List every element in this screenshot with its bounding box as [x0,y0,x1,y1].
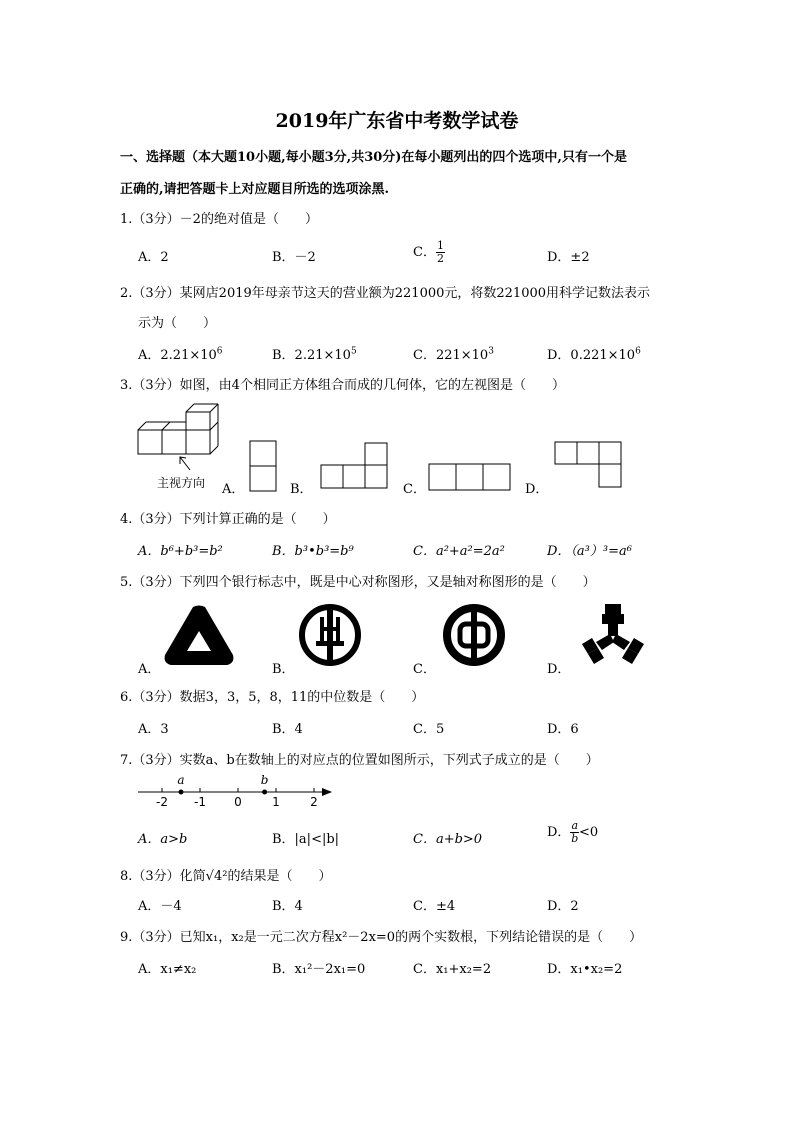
q1-stem: 1.（3分）－2的绝对值是（ ） [120,212,318,227]
q7-stem: 7.（3分）实数a、b在数轴上的对应点的位置如图所示，下列式子成立的是（ ） [120,753,599,768]
q9-option-a: A．x₁≠x₂ [138,962,197,977]
q1-option-c: C． $\frac{1}{2}$ [413,239,444,265]
q7-number-line [136,772,336,812]
q5-stem: 5.（3分）下列四个银行标志中，既是中心对称图形，又是轴对称图形的是（ ） [120,575,596,590]
q8-option-c: C．±4 [413,899,456,914]
q3-option-a-figure [249,440,277,492]
point-b [262,790,267,795]
q3-front-view-label: 主视方向 [157,476,206,490]
number-line-tick-label: -1 [194,795,206,809]
q4-stem: 4.（3分）下列计算正确的是（ ） [120,512,336,527]
q3-option-a: A． [222,482,245,497]
number-line-tick-label: 0 [234,795,242,809]
q3-view-arrow [176,454,196,474]
number-line-arrow [322,788,332,796]
q4-option-d: D．（a³）³=a⁶ [547,544,632,559]
q9-stem: 9.（3分）已知x₁，x₂是一元二次方程x²－2x=0的两个实数根，下列结论错误的是（ ） [120,930,643,945]
q6-option-d: D．6 [547,722,579,737]
q3-option-b-figure [320,442,388,490]
q7-d-fraction: $\frac{a}{b}$ [571,819,579,845]
q5-option-b-logo [298,603,362,667]
point-a-label: a [177,773,185,787]
q2-option-c: C．$221\times 10^3$ [413,346,494,363]
q3-option-d-figure [554,441,622,489]
q4-option-a: A．b⁶+b³=b² [138,544,223,559]
q3-option-c-figure [428,463,512,491]
q5-option-c: C． [413,662,436,677]
section-header-line1: 一、选择题（本大题10小题,每小题3分,共30分)在每小题列出的四个选项中,只有一个是 [120,150,627,165]
number-line-tick-label: 2 [310,795,318,809]
q3-option-d: D． [525,482,549,497]
q1-c-fraction: $\frac{1}{2}$ [436,239,444,265]
q8-stem: 8.（3分）化简√4²的结果是（ ） [120,869,332,884]
q2-stem-line2: 示为（ ） [138,316,217,331]
q7-option-a: A．a>b [138,832,188,847]
q1-option-a: A．2 [138,250,169,265]
q1-option-d: D．±2 [547,250,590,265]
q1-option-b: B．－2 [272,250,316,265]
q3-stem: 3.（3分）如图，由4个相同正方体组合而成的几何体，它的左视图是（ ） [120,378,565,393]
q9-option-b: B．x₁²－2x₁=0 [272,962,366,977]
q5-option-b: B． [272,662,295,677]
q8-option-d: D．2 [547,899,579,914]
number-line-tick-label: 1 [272,795,280,809]
q6-option-b: B．4 [272,722,303,737]
q4-option-c: C．a²+a²=2a² [413,544,505,559]
q8-option-a: A．－4 [138,899,182,914]
q3-option-b: B． [290,482,313,497]
q5-option-d-logo [578,604,648,668]
q9-option-c: C．x₁+x₂=2 [413,962,492,977]
q2-option-a: A．$2.21\times 10^6$ [138,346,223,363]
page-title: 2019年广东省中考数学试卷 [275,110,519,132]
q6-stem: 6.（3分）数据3，3，5，8，11的中位数是（ ） [120,690,425,705]
q8-option-b: B．4 [272,899,303,914]
q5-option-a-logo [163,605,235,667]
point-a [179,790,184,795]
q7-option-b: B．|a|<|b| [272,832,340,847]
q5-option-a: A． [138,662,161,677]
q5-option-d: D． [547,662,571,677]
q7-option-c: C．a+b>0 [413,832,483,847]
q2-option-d: D．$0.221\times 10^6$ [547,346,641,363]
q7-option-d: D． $\frac{a}{b}$ <0 [547,819,599,845]
section-header-line2: 正确的,请把答题卡上对应题目所选的选项涂黑. [120,182,390,197]
q4-option-b: B．b³•b³=b⁹ [272,544,354,559]
q2-option-b: B．$2.21\times 10^5$ [272,346,357,363]
number-line-tick-label: -2 [156,795,168,809]
q5-option-c-logo [442,603,506,667]
q9-option-d: D．x₁•x₂=2 [547,962,623,977]
q3-option-c: C． [403,482,426,497]
q2-stem-line1: 2.（3分）某网店2019年母亲节这天的营业额为221000元，将数221000用科学记数法表示 [120,286,651,301]
point-b-label: b [260,773,269,787]
q6-option-a: A．3 [138,722,169,737]
q6-option-c: C．5 [413,722,445,737]
